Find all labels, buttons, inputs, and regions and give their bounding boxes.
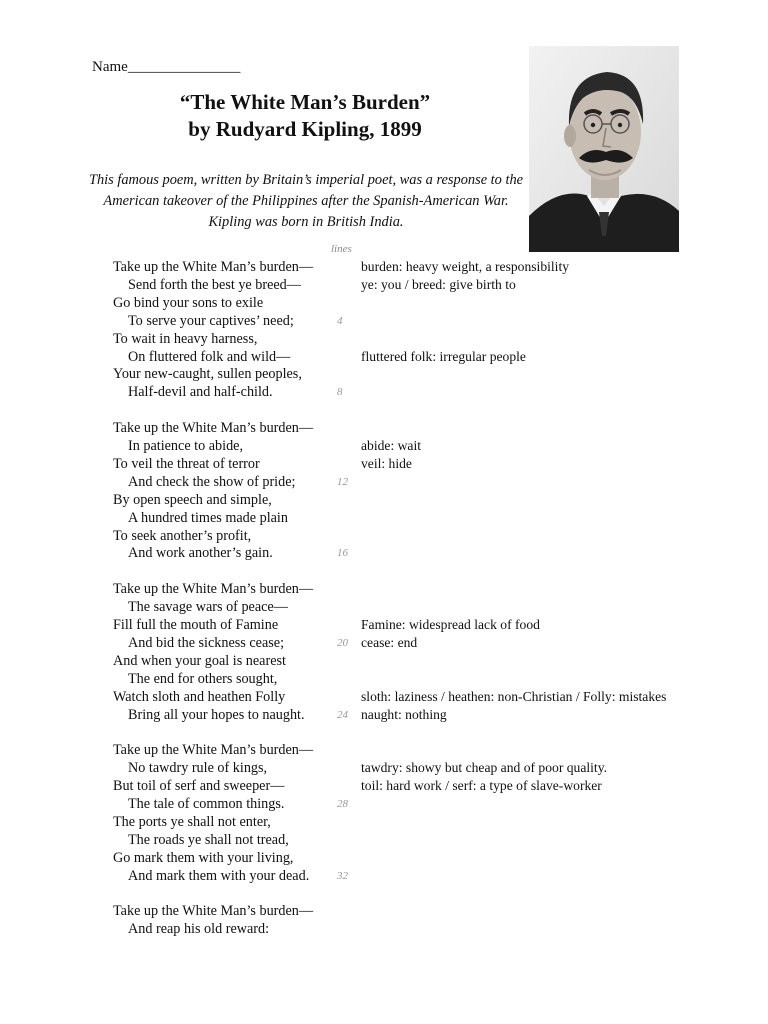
poem-line [0, 920, 768, 938]
poem-line [0, 741, 768, 759]
poem-line [0, 902, 768, 920]
poem-line [0, 294, 768, 312]
poem-line [0, 706, 768, 724]
poem-line [0, 831, 768, 849]
poem-line [0, 777, 768, 795]
line-numbers-header: lines [331, 243, 352, 255]
poem-line [0, 670, 768, 688]
vocabulary-gloss: sloth: laziness / heathen: non-Christian / Folly: mistakes [361, 688, 667, 704]
verse-text: To seek another’s profit, [113, 527, 252, 544]
poem-line [0, 544, 768, 562]
line-number: 8 [337, 386, 343, 399]
poem-line [0, 258, 768, 276]
verse-text: Take up the White Man’s burden— [113, 903, 314, 920]
line-number: 32 [337, 869, 348, 882]
verse-text: To serve your captives’ need; [128, 312, 294, 329]
verse-text: Take up the White Man’s burden— [113, 259, 314, 275]
verse-text: Send forth the best ye breed— [128, 276, 301, 293]
verse-text: Watch sloth and heathen Folly [113, 688, 286, 705]
verse-text: Take up the White Man’s burden— [113, 420, 314, 437]
verse-text: To veil the threat of terror [113, 455, 260, 472]
verse-text: And bid the sickness cease; [128, 634, 285, 651]
poem-line [0, 580, 768, 598]
poem-line [0, 527, 768, 545]
vocabulary-gloss: cease: end [361, 634, 418, 650]
line-number: 16 [337, 547, 348, 560]
verse-text: And check the show of pride; [128, 473, 296, 490]
line-number: 4 [337, 314, 343, 327]
vocabulary-gloss: veil: hide [361, 455, 412, 471]
verse-text: And reap his old reward: [128, 921, 270, 938]
verse-text: And mark them with your dead. [128, 867, 310, 884]
vocabulary-gloss: fluttered folk: irregular people [361, 348, 526, 364]
poem-line [0, 509, 768, 527]
verse-text: The savage wars of peace— [128, 599, 288, 616]
line-number: 12 [337, 475, 348, 488]
vocabulary-gloss: toil: hard work / serf: a type of slave-worker [361, 778, 602, 794]
poem-line [0, 759, 768, 777]
poem-line [0, 348, 768, 366]
verse-text: By open speech and simple, [113, 491, 272, 508]
poem-line [0, 437, 768, 455]
verse-text: Take up the White Man’s burden— [113, 581, 314, 598]
poem-line [0, 867, 768, 885]
poem-line [0, 795, 768, 813]
intro-paragraph: This famous poem, written by Britain’s imperial poet, was a response to the American takeover of the Philippines after the Spanish-American War. Kipling was born in British India. [88, 172, 524, 230]
poem-line [0, 419, 768, 437]
poem-line [0, 473, 768, 491]
vocabulary-gloss: tawdry: showy but cheap and of poor quality. [361, 760, 608, 776]
poem-line [0, 813, 768, 831]
verse-text: Go mark them with your living, [113, 849, 294, 866]
poem-line [0, 383, 768, 401]
name-field[interactable]: Name_______________ [92, 59, 241, 75]
page-title: “The White Man’s Burden” [179, 90, 431, 114]
poem-line [0, 330, 768, 348]
verse-text: The end for others sought, [128, 670, 278, 687]
poem-line [0, 688, 768, 706]
poem-line [0, 276, 768, 294]
verse-text: And when your goal is nearest [113, 652, 286, 669]
poem-line [0, 634, 768, 652]
vocabulary-gloss: burden: heavy weight, a responsibility [361, 259, 570, 274]
verse-text: But toil of serf and sweeper— [113, 778, 285, 795]
poem-line [0, 312, 768, 330]
verse-text: No tawdry rule of kings, [128, 760, 268, 777]
vocabulary-gloss: ye: you / breed: give birth to [361, 276, 516, 292]
poem-line [0, 365, 768, 383]
line-number: 24 [337, 708, 348, 721]
verse-text: In patience to abide, [128, 438, 244, 454]
verse-text: A hundred times made plain [128, 509, 288, 526]
vocabulary-gloss: naught: nothing [361, 706, 447, 722]
vocabulary-gloss: abide: wait [361, 438, 422, 453]
poem-line [0, 616, 768, 634]
verse-text: On fluttered folk and wild— [128, 348, 291, 365]
poem-line [0, 491, 768, 509]
verse-text: Your new-caught, sullen peoples, [113, 366, 302, 383]
vocabulary-gloss: Famine: widespread lack of food [361, 617, 540, 632]
line-number: 28 [337, 798, 348, 810]
verse-text: Fill full the mouth of Famine [113, 617, 279, 633]
verse-text: To wait in heavy harness, [113, 330, 258, 347]
verse-text: Half-devil and half-child. [128, 384, 273, 401]
verse-text: The tale of common things. [128, 796, 285, 812]
poem-line [0, 598, 768, 616]
verse-text: The ports ye shall not enter, [113, 813, 271, 830]
poem-line [0, 652, 768, 670]
verse-text: Go bind your sons to exile [113, 294, 264, 311]
verse-text: Bring all your hopes to naught. [128, 706, 305, 723]
poem-line [0, 849, 768, 867]
page-subtitle: by Rudyard Kipling, 1899 [188, 117, 422, 141]
verse-text: And work another’s gain. [128, 545, 273, 562]
line-number: 20 [337, 636, 348, 649]
verse-text: The roads ye shall not tread, [128, 831, 289, 848]
author-portrait [529, 46, 679, 252]
poem-line [0, 455, 768, 473]
verse-text: Take up the White Man’s burden— [113, 742, 314, 759]
